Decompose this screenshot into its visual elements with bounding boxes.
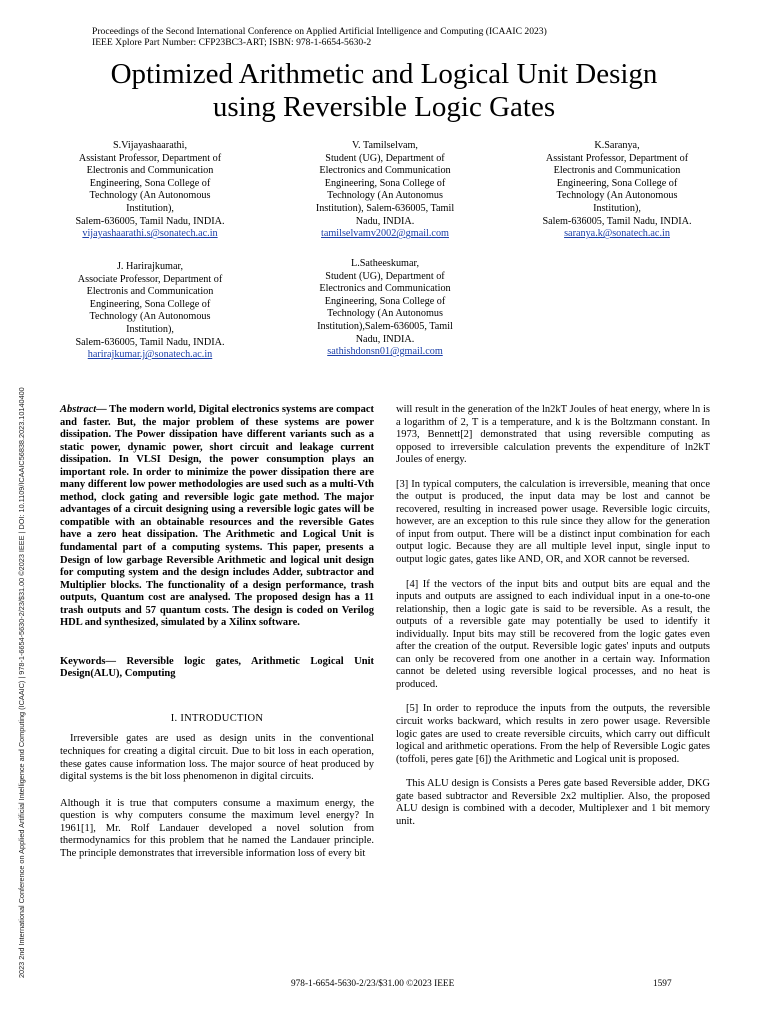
author-name: V. Tamilselvam, (352, 140, 418, 151)
author-affiliation: Technology (An Autonomus (327, 190, 443, 202)
side-citation-strip (17, 228, 26, 978)
author-email-link[interactable]: harirajkumar.j@sonatech.ac.in (87, 349, 213, 361)
footer-copyright: 978-1-6654-5630-2/23/$31.00 ©2023 IEEE (291, 979, 455, 989)
abstract (60, 404, 374, 630)
right-column (396, 404, 710, 828)
body-paragraph: [5] In order to reproduce the inputs from the outputs, the reversible circuit works backward, which results in zero power usage. Reversible logic gates are used to create reversible circuits, which carry out difficult logical and arithmetic operations. From the help of Reversible Logic gates (toffoli, peres gate [6]) the Arithmetic and Logical unit is proposed. (396, 703, 710, 765)
body-paragraph: Although it is true that computers consume a maximum energy, the question is why computers consume the maximum level energy? In 1961[1], Mr. Rolf Landauer developed a novel solution from thermodynamics for this problem that he named the Landauer principle. The principle demonstrates that irreversible information loss of every bit (60, 797, 374, 859)
author-name: S.Vijayashaarathi, (112, 140, 188, 151)
author-block (280, 258, 490, 359)
author-affiliation: Student (UG), Department of (325, 152, 445, 164)
body-paragraph: [3] In typical computers, the calculation is irreversible, meaning that once the output is produced, the input data may be lost and cannot be recovered, resulting in increased power usage. Reversible logic circuits, however, are an exception to this rule since they allow for the generation of input from output. There will be a distinct input combination for each output logic. Because they are all multiple level input, single input to output logic gates, gates like AND, OR, and XOR cannot be reversed. (396, 478, 710, 566)
page-title (0, 58, 768, 124)
author-affiliation: Nadu, INDIA. (355, 333, 415, 345)
author-affiliation: Engineering, Sona College of (324, 295, 446, 307)
author-affiliation: Nadu, INDIA. (355, 215, 415, 227)
title-line-2: using Reversible Logic Gates (212, 91, 556, 123)
author-affiliation: Engineering, Sona College of (89, 177, 211, 189)
author-email-link[interactable]: tamilselvamv2002@gmail.com (321, 228, 449, 240)
author-affiliation: Engineering, Sona College of (556, 177, 678, 189)
author-affiliation: Engineering, Sona College of (324, 177, 446, 189)
body-paragraph: [4] If the vectors of the input bits and output bits are equal and the inputs and outputs are assigned to each individual input in a one-to-one relationship, then a logic gate is said to be reversible. As a result, the outputs of a reversible gate may potentially be used to identify it individually. Input bits may still be recovered from the logic gates even after the creation of the output. Reversible logic gates' inputs and outputs can only be recovered from one another in a certain way. Information cannot be deleted using reversible logical processes, and no heat is produced. (396, 578, 710, 690)
author-affiliation: Electronics and Communication (319, 283, 451, 295)
body-paragraph: will result in the generation of the ln2kT Joules of heat energy, where ln is a logarithm of 2, T is a temperature, and k is the Boltzmann constant. In 1973, Bennett[2] demonstrated that using reversible computing as opposed to irreversible calculation prevents the expenditure of ln2kT Joules of energy. (396, 404, 710, 466)
author-email-link[interactable]: vijayashaarathi.s@sonatech.ac.in (82, 228, 218, 240)
body-paragraph: Irreversible gates are used as design units in the conventional techniques for creating a digital circuit. Due to bit loss in each operation, these gates cause information loss. The major source of heat produced by digital systems is the bit loss phenomenon in digital circuits. (60, 733, 374, 783)
author-affiliation: Student (UG), Department of (325, 270, 445, 282)
author-block (45, 140, 255, 241)
author-affiliation: Assistant Professor, Department of (545, 152, 689, 164)
author-affiliation: Institution),Salem-636005, Tamil (317, 320, 453, 332)
author-affiliation: Associate Professor, Department of (77, 273, 223, 285)
author-affiliation: Institution), (126, 323, 174, 335)
author-affiliation: Technology (An Autonomous (556, 190, 678, 202)
author-affiliation: Assistant Professor, Department of (78, 152, 222, 164)
part-number-header: IEEE Xplore Part Number: CFP23BC3-ART; ISBN: 978-1-6654-5630-2 (92, 37, 372, 48)
author-affiliation: Electronics and Communication (319, 165, 451, 177)
author-affiliation: Institution), Salem-636005, Tamil (315, 202, 455, 214)
author-email-link[interactable]: saranya.k@sonatech.ac.in (564, 228, 670, 240)
author-affiliation: Technology (An Autonomous (89, 311, 211, 323)
author-affiliation: Technology (An Autonomus (327, 308, 443, 320)
abstract-text: — The modern world, Digital electronics systems are compact and faster. But, the major problem of these systems are power dissipation. The Power dissipation have different variants such as a static power, dynamic power, short circuit and leakage current dissipation. In VLSI Design, the power consumption plays an important role. In order to minimize the power dissipation there are many different low power methodologies are used such as a multi-Vth method, clock gating and reversible logic gate method. The major advantages of a circuit designing using a reversible logic gates will be compatible with an obtainable resources and the reversible Gates have a zero heat dissipation. The Arithmetic and Logical Unit is fundamental part of a computing systems. This paper, presents a Design of low garbage Reversible Arithmetic and logical unit design for computing system and the design includes Adder, subtractor and Multiplier blocks. The functionality of a design performance, trash outputs, Quantum cost are analysed. The proposed design has a 11 trash outputs and 57 quantum costs. The design is coded on Verilog HDL and synthesized, simulated by a Xilinx software. (60, 404, 374, 629)
keywords: Keywords— Reversible logic gates, Arithmetic Logical Unit Design(ALU), Computing (60, 655, 374, 680)
title-line-1: Optimized Arithmetic and Logical Unit Design (110, 58, 658, 90)
author-affiliation: Institution), (126, 202, 174, 214)
author-email-link[interactable]: sathishdonsn01@gmail.com (327, 346, 443, 358)
author-affiliation: Salem-636005, Tamil Nadu, INDIA. (542, 215, 692, 227)
author-name: J. Harirajkumar, (116, 261, 184, 272)
section-heading-introduction: I. INTRODUCTION (170, 712, 264, 724)
author-block (280, 140, 490, 241)
side-citation-text: 2023 2nd International Conference on Applied Artificial Intelligence and Computing (ICAAIC) | 978-1-6654-5630-2/23/$31.00 ©2023 IEEE | DOI: 10.1109/ICAAIC56838.2023.10140400 (17, 387, 26, 978)
page-number: 1597 (653, 979, 672, 989)
author-name: L.Satheeskumar, (350, 258, 420, 269)
author-affiliation: Salem-636005, Tamil Nadu, INDIA. (75, 336, 225, 348)
body-paragraph: This ALU design is Consists a Peres gate based Reversible adder, DKG gate based subtractor and Reversible 2x2 multiplier. Also, the proposed ALU design is combined with a decoder, Multiplexer and 1 bit memory unit. (396, 778, 710, 827)
author-block (512, 140, 722, 241)
author-affiliation: Engineering, Sona College of (89, 298, 211, 310)
author-affiliation: Electronis and Communication (553, 165, 681, 177)
author-name: K.Saranya, (594, 140, 640, 151)
author-affiliation: Salem-636005, Tamil Nadu, INDIA. (75, 215, 225, 227)
author-affiliation: Institution), (593, 202, 641, 214)
abstract-label: Abstract (60, 404, 97, 415)
left-column (60, 404, 374, 860)
author-affiliation: Electronis and Communication (86, 165, 214, 177)
author-block (45, 261, 255, 362)
author-affiliation: Electronis and Communication (86, 286, 214, 298)
author-affiliation: Technology (An Autonomous (89, 190, 211, 202)
proceedings-header: Proceedings of the Second International Conference on Applied Artificial Intelligence and Computing (ICAAIC 2023) (92, 26, 547, 37)
